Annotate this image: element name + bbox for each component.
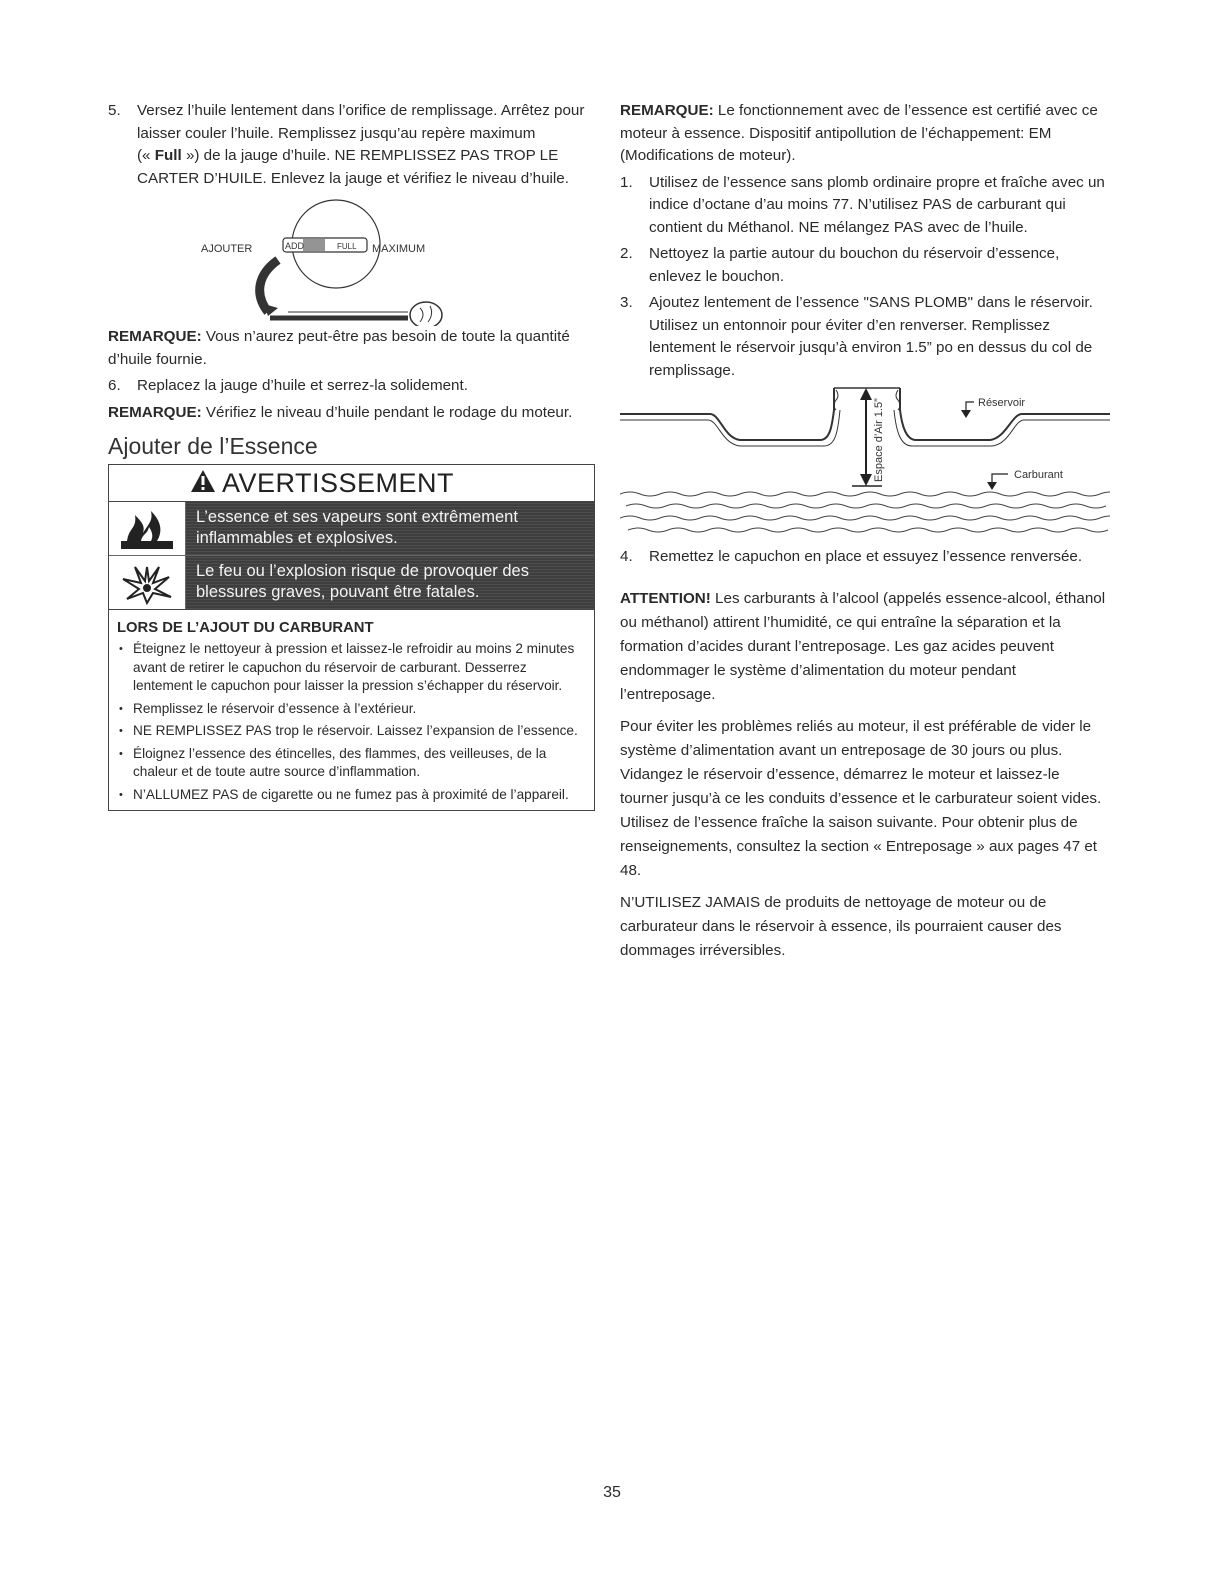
mark-full: FULL	[337, 242, 357, 251]
note-2: REMARQUE: Vérifiez le niveau d’huile pendant le rodage du moteur.	[108, 403, 573, 421]
step-4	[620, 546, 1110, 569]
label-maximum: MAXIMUM	[372, 243, 426, 255]
dipstick-illustration	[108, 194, 595, 326]
section-heading: Ajouter de l’Essence	[108, 433, 318, 459]
list-item: • NE REMPLISSEZ PAS trop le réservoir. Laissez l’expansion de l’essence.	[117, 722, 584, 741]
step-text: Remettez le capuchon en place et essuyez l’essence renversée.	[649, 548, 1083, 565]
hazard-text-2: Le feu ou l’explosion risque de provoquer des blessures graves, pouvant être fatales.	[186, 556, 594, 609]
right-note: REMARQUE: Le fonctionnement avec de l’essence est certifié avec ce moteur à essence. Dispositif antipollution de l’échappement: EM (Modifications de moteur).	[620, 102, 1098, 164]
list-item: • N’ALLUMEZ PAS de cigarette ou ne fumez pas à proximité de l’appareil.	[117, 786, 584, 805]
step-number: 2.	[620, 245, 633, 262]
dipstick-figure	[108, 194, 595, 326]
warning-subheading: LORS DE L’AJOUT DU CARBURANT	[117, 620, 374, 636]
warning-triangle-icon	[190, 469, 216, 493]
explosion-icon	[109, 556, 186, 609]
label-air-space: Espace d’Air 1.5”	[873, 398, 885, 482]
step-6	[108, 375, 595, 398]
step-text: Nettoyez la partie autour du bouchon du réservoir d’essence, enlevez le bouchon.	[649, 245, 1060, 285]
warning-list	[109, 640, 594, 804]
step-1	[620, 172, 1110, 240]
step-number: 5.	[108, 102, 121, 119]
hazard-row-explosion	[109, 556, 594, 610]
step-2	[620, 243, 1110, 288]
label-reservoir: Réservoir	[978, 397, 1026, 409]
step-number: 4.	[620, 548, 633, 565]
left-column	[108, 100, 595, 811]
right-column	[620, 100, 1110, 963]
storage-paragraph: Pour éviter les problèmes reliés au moteur, il est préférable de vider le système d’alimentation avant un entreposage de 30 jours ou plus. Vidangez le réservoir d’essence, démarrez le moteur et laissez-le tourner jusqu’à ce les conduits d’essence et le carburateur soient vides. Utilisez de l’essence fraîche la saison suivante. Pour obtenir plus de renseignements, consultez la section « Entreposage » aux pages 47 et 48.	[620, 717, 1102, 879]
warning-title: AVERTISSEMENT	[222, 468, 455, 498]
step-text: Utilisez de l’essence sans plomb ordinaire propre et fraîche avec un indice d’octane d’au moins 77. N’utilisez PAS de carburant qui contient du Méthanol. NE mélangez PAS avec de l’huile.	[649, 173, 1105, 236]
flame-icon	[109, 502, 186, 555]
fuel-tank-illustration	[620, 386, 1110, 536]
step-5	[108, 100, 595, 190]
step-text: Ajoutez lentement de l’essence "SANS PLOMB" dans le réservoir. Utilisez un entonnoir pour éviter d’en renverser. Remplissez lentement le réservoir jusqu’à environ 1.5” po en dessus du col de remplissage.	[649, 294, 1093, 379]
list-item: • Éloignez l’essence des étincelles, des flammes, des veilleuses, de la chaleur et de toute autre source d’inflammation.	[117, 745, 584, 782]
cleaning-paragraph: N’UTILISEZ JAMAIS de produits de nettoyage de moteur ou de carburateur dans le réservoir à essence, ils pourraient causer des dommages irréversibles.	[620, 893, 1062, 959]
warning-title-bar	[109, 465, 594, 502]
label-carburant: Carburant	[1014, 469, 1063, 481]
label-ajouter: AJOUTER	[201, 243, 253, 255]
step-number: 1.	[620, 173, 633, 191]
note-1: REMARQUE: Vous n’aurez peut-être pas besoin de toute la quantité d’huile fournie.	[108, 328, 570, 368]
hazard-row-fire	[109, 502, 594, 556]
step-number: 6.	[108, 377, 121, 394]
step-3	[620, 292, 1110, 382]
page-number: 35	[603, 1484, 621, 1501]
mark-add: ADD	[285, 241, 305, 251]
list-item: • Remplissez le réservoir d’essence à l’extérieur.	[117, 700, 584, 719]
fuel-tank-figure	[620, 386, 1110, 536]
attention-paragraph: ATTENTION! Les carburants à l’alcool (appelés essence-alcool, éthanol ou méthanol) attirent l’humidité, ce qui entraîne la séparation et la formation d’acides durant l’entreposage. Les gaz acides peuvent endommager le système d’alimentation du moteur pendant l’entreposage.	[620, 589, 1106, 703]
step-text: Versez l’huile lentement dans l’orifice de remplissage. Arrêtez pour laisser couler l’huile. Remplissez jusqu’au repère maximum (« Full ») de la jauge d’huile. NE REMPLISSEZ PAS TROP LE CARTER D’HUILE. Enlevez la jauge et vérifiez le niveau d’huile.	[137, 102, 585, 187]
hazard-text-1: L’essence et ses vapeurs sont extrêmement inflammables et explosives.	[186, 502, 594, 555]
step-number: 3.	[620, 294, 633, 311]
step-text: Replacez la jauge d’huile et serrez-la solidement.	[137, 377, 468, 394]
list-item: • Éteignez le nettoyeur à pression et laissez-le refroidir au moins 2 minutes avant de retirer le capuchon du réservoir de carburant. Desserrez lentement le capuchon pour laisser la pression s’échapper du réservoir.	[117, 640, 584, 696]
warning-box	[108, 464, 595, 811]
